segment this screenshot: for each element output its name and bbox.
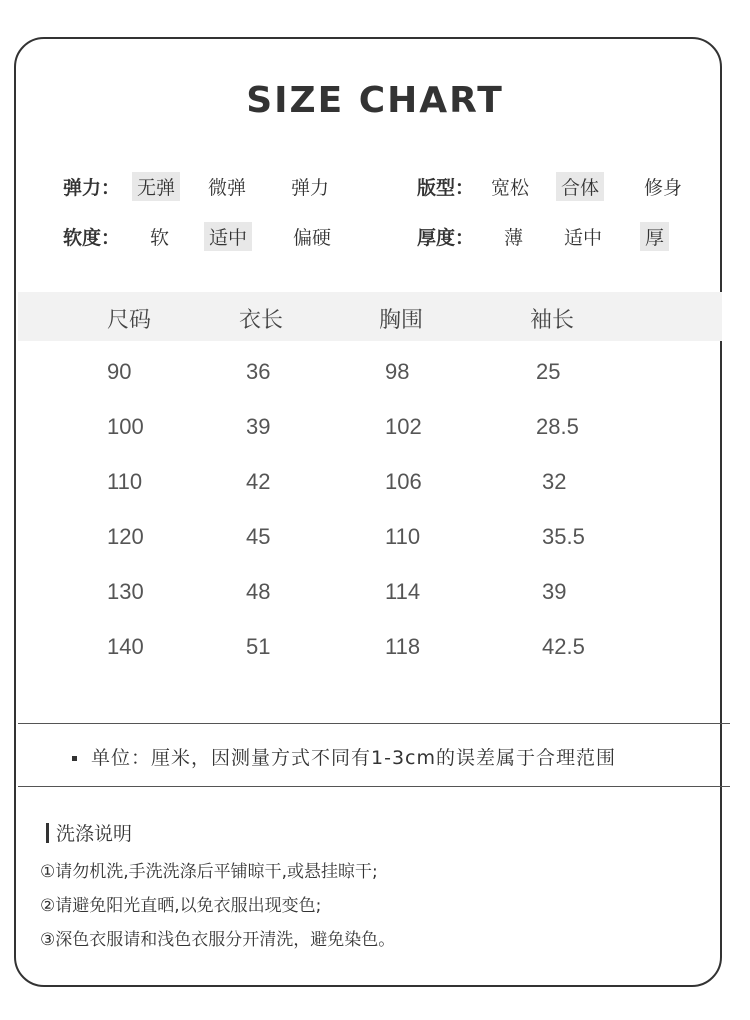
header-sleeve: 袖长 xyxy=(530,308,575,333)
table-cell: 118 xyxy=(385,634,421,659)
table-cell: 114 xyxy=(385,579,421,604)
table-cell: 45 xyxy=(246,524,271,549)
wash-line: ③深色衣服请和浅色衣服分开清洗，避免染色。 xyxy=(40,930,396,950)
header-length: 衣长 xyxy=(239,308,284,333)
table-cell: 130 xyxy=(107,579,144,604)
fit-option-slim: 修身 xyxy=(644,177,683,199)
table-cell: 110 xyxy=(107,469,143,494)
wash-title-text: 洗涤说明 xyxy=(56,823,133,845)
table-cell: 28.5 xyxy=(536,414,579,439)
thickness-option-medium: 适中 xyxy=(564,227,603,249)
table-cell: 102 xyxy=(385,414,422,439)
elasticity-option-elastic: 弹力 xyxy=(291,177,330,199)
table-cell: 25 xyxy=(536,359,561,384)
table-cell: 48 xyxy=(246,579,271,604)
table-cell: 32 xyxy=(542,469,567,494)
table-cell: 35.5 xyxy=(542,524,585,549)
table-cell: 51 xyxy=(246,634,271,659)
softness-option-soft: 软 xyxy=(150,227,170,249)
bullet-icon xyxy=(72,756,77,761)
softness-option-stiff: 偏硬 xyxy=(293,227,332,249)
wash-line: ②请避免阳光直晒,以免衣服出现变色; xyxy=(40,896,322,916)
wash-title xyxy=(46,819,132,846)
table-cell: 110 xyxy=(385,524,421,549)
table-cell: 42 xyxy=(246,469,271,494)
table-cell: 140 xyxy=(107,634,144,659)
softness-label: 软度： xyxy=(63,227,121,249)
table-cell: 98 xyxy=(385,359,410,384)
header-chest: 胸围 xyxy=(379,308,424,333)
fit-option-loose: 宽松 xyxy=(491,177,530,199)
fit-option-regular: 合体 xyxy=(556,172,604,201)
elasticity-option-none: 无弹 xyxy=(132,172,180,201)
table-cell: 120 xyxy=(107,524,144,549)
table-cell: 100 xyxy=(107,414,144,439)
table-cell: 36 xyxy=(246,359,271,384)
softness-option-medium: 适中 xyxy=(204,222,252,251)
table-cell: 39 xyxy=(246,414,271,439)
thickness-label: 厚度： xyxy=(417,227,475,249)
fit-label: 版型： xyxy=(417,177,475,199)
unit-note xyxy=(72,743,616,770)
wash-line: ①请勿机洗,手洗洗涤后平铺晾干,或悬挂晾干; xyxy=(40,862,378,882)
thickness-option-thick: 厚 xyxy=(640,222,669,251)
page-title: SIZE CHART xyxy=(246,80,504,121)
table-cell: 90 xyxy=(107,359,132,384)
divider-bottom xyxy=(18,786,730,787)
table-cell: 106 xyxy=(385,469,422,494)
title-bar-icon xyxy=(46,823,49,843)
elasticity-option-slight: 微弹 xyxy=(208,177,247,199)
table-cell: 39 xyxy=(542,579,567,604)
unit-note-text: 单位：厘米，因测量方式不同有1-3cm的误差属于合理范围 xyxy=(91,747,616,769)
elasticity-label: 弹力： xyxy=(63,177,121,199)
table-cell: 42.5 xyxy=(542,634,585,659)
header-size: 尺码 xyxy=(107,308,152,333)
divider-top xyxy=(18,723,730,724)
thickness-option-thin: 薄 xyxy=(504,227,524,249)
